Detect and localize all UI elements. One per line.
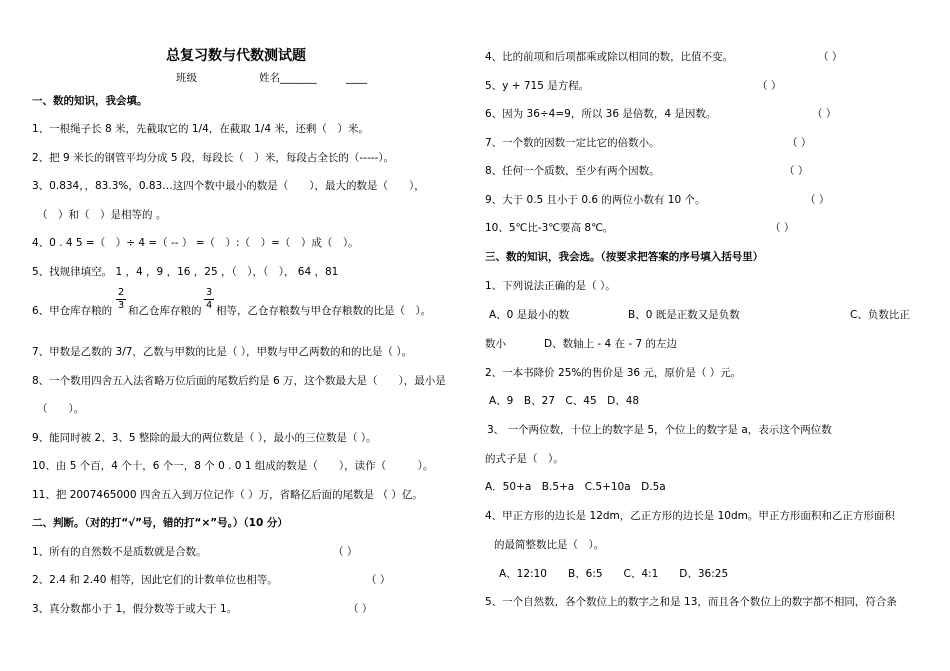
question-8-line-2: （ ）。 — [37, 403, 85, 415]
choice-4-line-2: 的最简整数比是（ ）。 — [494, 539, 605, 551]
fraction-denominator: 4 — [205, 300, 213, 311]
fraction-denominator: 3 — [117, 300, 125, 311]
judge-7-answer-box: （ ） — [787, 137, 812, 149]
page-title: 总复习数与代数测试题 — [166, 48, 306, 64]
fraction-numerator: 2 — [117, 287, 125, 298]
judge-10: 10、5℃比-3℃要高 8℃。 — [485, 222, 614, 234]
section-3-title: 三、数的知识，我会选。（按要求把答案的序号填入括号里） — [485, 251, 764, 263]
judge-3: 3、真分数都小于 1，假分数等于或大于 1。 — [32, 603, 238, 615]
choice-1: 1、下列说法正确的是（ ）。 — [485, 280, 616, 292]
choice-3-line-2: 的式子是（ ）。 — [485, 453, 564, 465]
fraction-two-thirds — [116, 288, 126, 311]
question-5: 5、找规律填空。 1 ，4 ，9 ，16 ，25 ，（ ），（ ）， 64 ，81 — [32, 266, 339, 278]
question-4: 4、0 . 4 5 =（ ）÷ 4 =（ -- ） =（ ）:（ ）=（ ）成（ ）。 — [32, 237, 359, 249]
judge-1: 1、所有的自然数不是质数就是合数。 — [32, 546, 207, 558]
question-6-part-1: 6、甲仓库存粮的 — [32, 305, 113, 317]
question-3-line-1: 3、0.834，，83.3%，0.83…这四个数中最小的数是（ ），最大的数是（ ）， — [32, 180, 425, 192]
choice-1-option-a: A、0 是最小的数 — [489, 309, 570, 321]
question-8-line-1: 8、一个数用四舍五入法省略万位后面的尾数后约是 6 万，这个数最大是（ ），最小是 — [32, 375, 446, 387]
choice-1-option-c-continued: 数小 — [485, 338, 506, 350]
judge-8-answer-box: （ ） — [784, 165, 809, 177]
judge-3-answer-box: （ ） — [348, 603, 373, 615]
choice-1-option-d: D、数轴上 - 4 在 - 7 的左边 — [544, 338, 678, 350]
fraction-numerator: 3 — [205, 287, 213, 298]
judge-9: 9、大于 0.5 且小于 0.6 的两位小数有 10 个。 — [485, 194, 706, 206]
question-11: 11、把 2007465000 四舍五入到万位记作（ ）万，省略亿后面的尾数是 （ ）亿。 — [32, 489, 423, 501]
choice-3-line-1: 3、 一个两位数，十位上的数字是 5，个位上的数字是 a，表示这个两位数 — [487, 424, 832, 436]
choice-4-line-1: 4、甲正方形的边长是 12dm，乙正方形的边长是 10dm。甲正方形面积和乙正方形面积 — [485, 510, 895, 522]
choice-3-options: A．50+a B.5+a C.5+10a D.5a — [485, 481, 666, 493]
choice-2-options: A、9 B、27 C、45 D、48 — [489, 395, 640, 407]
class-label: 班级 — [176, 72, 197, 84]
judge-9-answer-box: （ ） — [805, 194, 830, 206]
question-3-line-2: （ ）和（ ）是相等的 。 — [37, 209, 167, 221]
section-1-title: 一、数的知识，我会填。 — [32, 95, 148, 107]
judge-5: 5、y + 715 是方程。 — [485, 80, 590, 92]
question-9: 9、能同时被 2、3、5 整除的最大的两位数是（ ），最小的三位数是（ ）。 — [32, 432, 377, 444]
judge-4: 4、比的前项和后项都乘或除以相同的数，比值不变。 — [485, 51, 734, 63]
question-7: 7、甲数是乙数的 3/7，乙数与甲数的比是（ ），甲数与甲乙两数的和的比是（ ）。 — [32, 346, 413, 358]
judge-2-answer-box: （ ） — [366, 574, 391, 586]
choice-1-option-c: C、负数比正 — [850, 309, 910, 321]
question-1: 1、一根绳子长 8 米，先截取它的 1/4，在截取 1/4 米，还剩（ ）米。 — [32, 123, 369, 135]
question-6-part-3: 相等，乙仓存粮数与甲仓存粮数的比是（ ）。 — [216, 305, 432, 317]
choice-4-options: A、12:10 B、6:5 C、4:1 D、36:25 — [499, 568, 729, 580]
judge-10-answer-box: （ ） — [770, 222, 795, 234]
choice-1-option-b: B、0 既是正数又是负数 — [628, 309, 740, 321]
question-6-part-2: 和乙仓库存粮的 — [128, 305, 202, 317]
fraction-three-quarters — [204, 288, 214, 311]
judge-4-answer-box: （ ） — [818, 51, 843, 63]
question-10: 10、由 5 个百，4 个十，6 个一，8 个 0 . 0 1 组成的数是（ ），读作（ ）。 — [32, 460, 434, 472]
question-2: 2、把 9 米长的钢管平均分成 5 段，每段长（ ）米，每段占全长的（-----）。 — [32, 152, 395, 164]
section-2-title: 二、判断。（对的打“√”号，错的打“×”号。）（10 分） — [32, 517, 288, 529]
name-tail: ____ — [346, 72, 367, 84]
name-label: 姓名_______ — [259, 72, 317, 84]
judge-7: 7、一个数的因数一定比它的倍数小。 — [485, 137, 660, 149]
judge-1-answer-box: （ ） — [333, 546, 358, 558]
judge-6-answer-box: （ ） — [812, 108, 837, 120]
choice-5: 5、一个自然数，各个数位上的数字之和是 13，而且各个数位上的数字都不相同，符合条 — [485, 596, 897, 608]
judge-5-answer-box: （ ） — [757, 80, 782, 92]
judge-8: 8、任何一个质数，至少有两个因数。 — [485, 165, 660, 177]
judge-2: 2、2.4 和 2.40 相等，因此它们的计数单位也相等。 — [32, 574, 278, 586]
choice-2: 2、一本书降价 25%的售价是 36 元，原价是（ ）元。 — [485, 367, 742, 379]
judge-6: 6、因为 36÷4=9，所以 36 是倍数，4 是因数。 — [485, 108, 717, 120]
